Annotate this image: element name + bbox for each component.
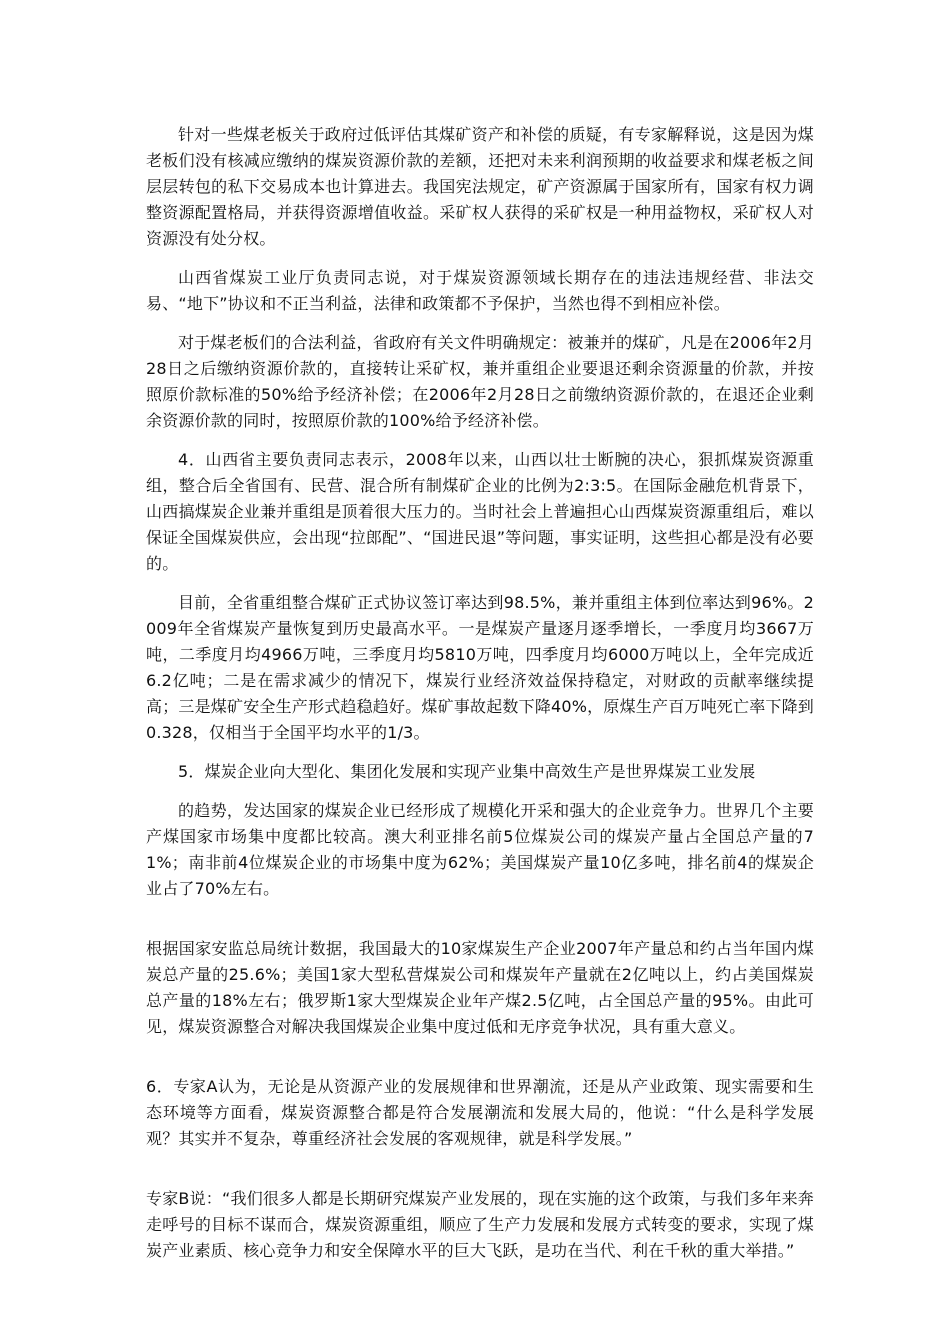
paragraph-expert-b: 专家B说：“我们很多人都是长期研究煤炭产业发展的，现在实施的这个政策，与我们多年来奔走呼号的目标不谋而合，煤炭资源重组，顺应了生产力发展和发展方式转变的要求，实现了煤炭产业素质、核心竞争力和安全保障水平的巨大飞跃，是功在当代、利在千秋的重大举措。”: [146, 1189, 814, 1260]
paragraph-expert-explanation: 针对一些煤老板关于政府过低评估其煤矿资产和补偿的质疑，有专家解释说，这是因为煤老板们没有核减应缴纳的煤炭资源价款的差额，还把对未来利润预期的收益要求和煤老板之间层层转包的私下交易成本也计算进去。我国宪法规定，矿产资源属于国家所有，国家有权力调整资源配置格局，并获得资源增值收益。采矿权人获得的采矿权是一种用益物权，采矿权人对资源没有处分权。: [146, 125, 814, 248]
paragraph-item-5-body: 的趋势，发达国家的煤炭企业已经形成了规模化开采和强大的企业竞争力。世界几个主要产煤国家市场集中度都比较高。澳大利亚排名前5位煤炭公司的煤炭产量占全国总产量的71%；南非前4位煤炭企业的市场集中度为62%；美国煤炭产量10亿多吨，排名前4的煤炭企业占了70%左右。: [146, 801, 814, 898]
paragraph-legal-interests: 对于煤老板们的合法利益，省政府有关文件明确规定：被兼并的煤矿，凡是在2006年2月28日之后缴纳资源价款的，直接转让采矿权，兼并重组企业要退还剩余资源量的价款，并按照原价款标准的50%给予经济补偿；在2006年2月28日之前缴纳资源价款的，在退还企业剩余资源价款的同时，按照原价款的100%给予经济补偿。: [146, 333, 814, 430]
paragraph-statistics: 根据国家安监总局统计数据，我国最大的10家煤炭生产企业2007年产量总和约占当年国内煤炭总产量的25.6%；美国1家大型私营煤炭公司和煤炭年产量就在2亿吨以上，约占美国煤炭总产量的18%左右；俄罗斯1家大型煤炭企业年产煤2.5亿吨，占全国总产量的95%。由此可见，煤炭资源整合对解决我国煤炭企业集中度过低和无序竞争状况，具有重大意义。: [146, 939, 814, 1036]
paragraph-current-results: 目前，全省重组整合煤矿正式协议签订率达到98.5%，兼并重组主体到位率达到96%。2009年全省煤炭产量恢复到历史最高水平。一是煤炭产量逐月逐季增长，一季度月均3667万吨，二季度月均4966万吨，三季度月均5810万吨，四季度月均6000万吨以上，全年完成近6.2亿吨；二是在需求减少的情况下，煤炭行业经济效益保持稳定，对财政的贡献率继续提高；三是煤矿安全生产形式趋稳趋好。煤矿事故起数下降40%，原煤生产百万吨死亡率下降到0.328，仅相当于全国平均水平的1/3。: [146, 593, 814, 742]
paragraph-item-4: 4．山西省主要负责同志表示，2008年以来，山西以壮士断腕的决心，狠抓煤炭资源重组，整合后全省国有、民营、混合所有制煤矿企业的比例为2:3:5。在国际金融危机背景下，山西搞煤炭企业兼并重组是顶着很大压力的。当时社会上普遍担心山西煤炭资源重组后，难以保证全国煤炭供应，会出现“拉郎配”、“国进民退”等问题，事实证明，这些担心都是没有必要的。: [146, 450, 814, 573]
paragraph-coal-bureau-statement: 山西省煤炭工业厅负责同志说，对于煤炭资源领域长期存在的违法违规经营、非法交易、“地下”协议和不正当利益，法律和政策都不予保护，当然也得不到相应补偿。: [146, 268, 814, 313]
document-body: [146, 122, 814, 1264]
paragraph-item-6-expert-a: 6．专家A认为，无论是从资源产业的发展规律和世界潮流，还是从产业政策、现实需要和生态环境等方面看，煤炭资源整合都是符合发展潮流和发展大局的，他说：“什么是科学发展观？其实并不复杂，尊重经济社会发展的客观规律，就是科学发展。”: [146, 1077, 814, 1148]
paragraph-item-5-heading: 5．煤炭企业向大型化、集团化发展和实现产业集中高效生产是世界煤炭工业发展: [178, 762, 756, 781]
